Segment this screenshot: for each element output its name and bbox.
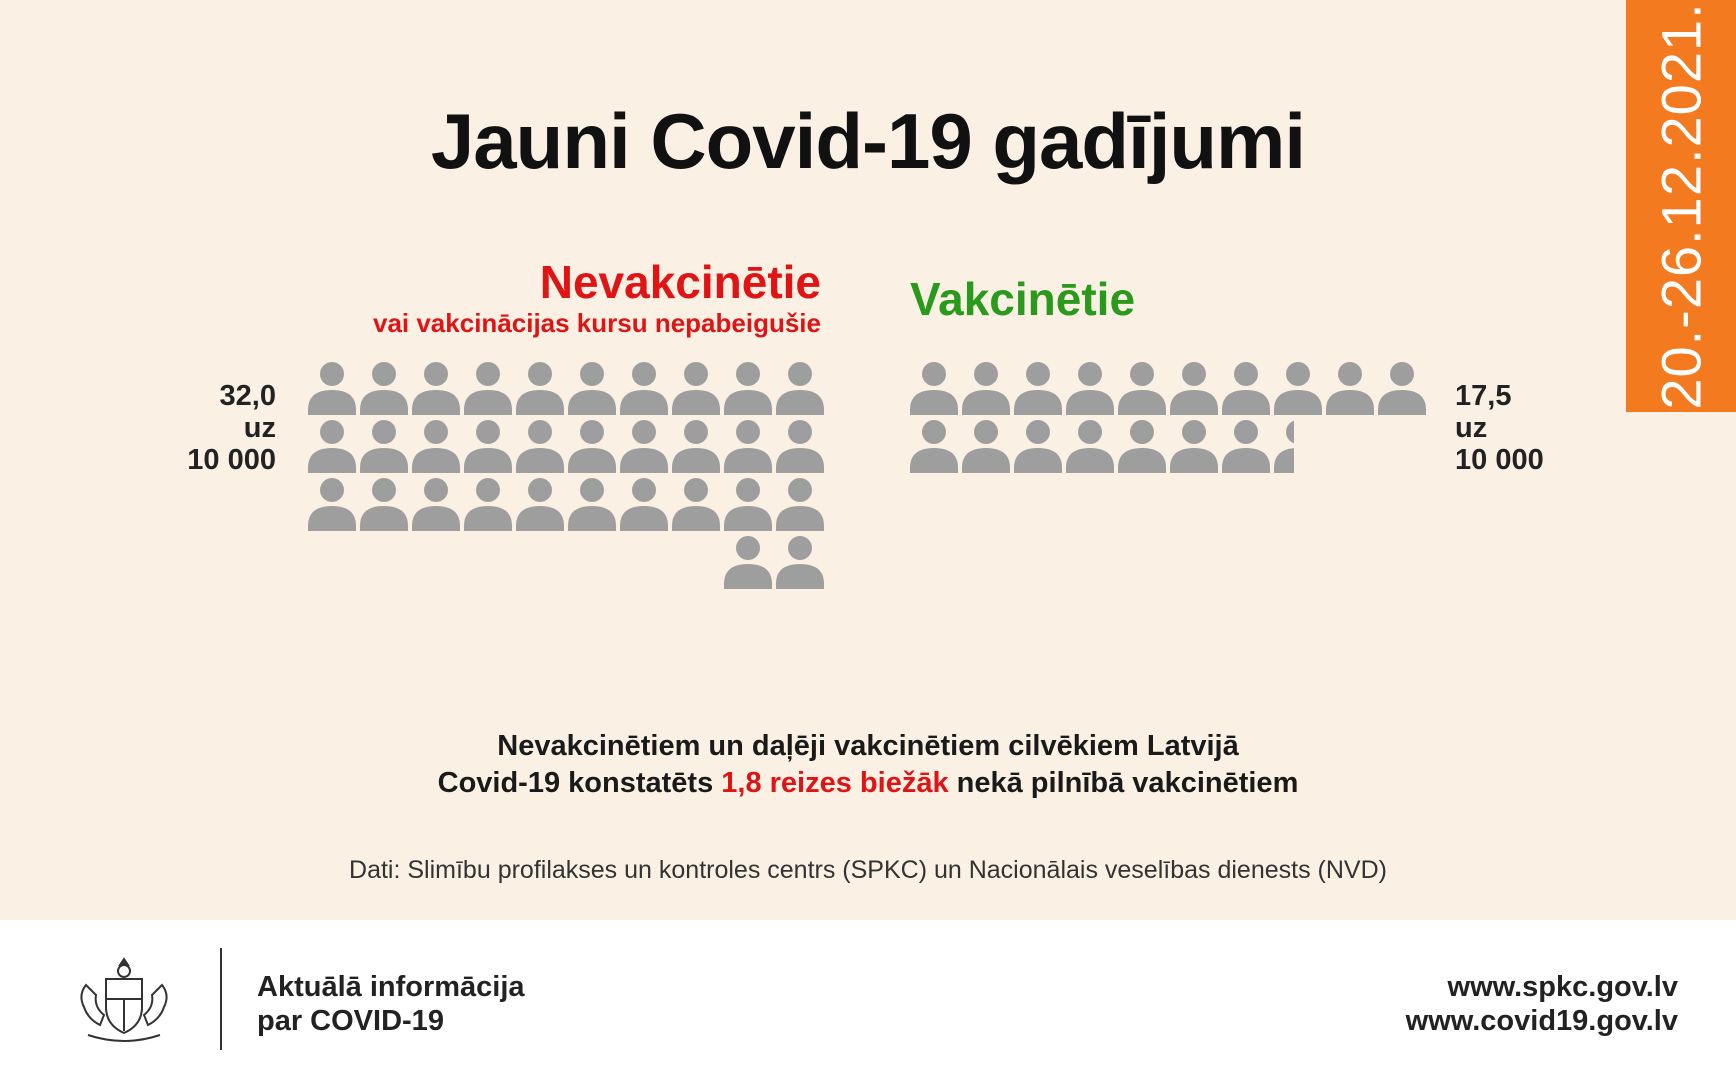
summary-line-1: Nevakcinētiem un daļēji vakcinētiem cilvēkiem Latvijā bbox=[497, 730, 1239, 762]
unvaccinated-person-icon bbox=[672, 420, 720, 473]
unvaccinated-person-icon bbox=[308, 478, 356, 531]
unvaccinated-person-icon bbox=[672, 478, 720, 531]
vaccinated-pictogram bbox=[910, 362, 1426, 473]
vaccinated-person-icon bbox=[962, 362, 1010, 415]
unvaccinated-person-icon bbox=[516, 478, 564, 531]
vaccinated-person-icon bbox=[1066, 362, 1114, 415]
vaccinated-person-icon bbox=[1326, 362, 1374, 415]
vaccinated-person-icon bbox=[1222, 362, 1270, 415]
unvaccinated-person-icon bbox=[724, 536, 772, 589]
covid19-link[interactable]: www.covid19.gov.lv bbox=[1405, 1005, 1678, 1037]
unvaccinated-person-icon bbox=[724, 478, 772, 531]
vaccinated-person-icon bbox=[910, 362, 958, 415]
unvaccinated-person-icon bbox=[308, 420, 356, 473]
vaccinated-title: Vakcinētie bbox=[910, 273, 1136, 325]
footer-info-line-1: Aktuālā informācija bbox=[257, 971, 525, 1003]
unvaccinated-title: Nevakcinētie bbox=[539, 256, 821, 308]
vaccinated-person-icon bbox=[910, 420, 958, 473]
unvaccinated-person-icon bbox=[620, 362, 668, 415]
vaccinated-person-icon bbox=[1170, 362, 1218, 415]
unvaccinated-person-icon bbox=[360, 362, 408, 415]
unvaccinated-pictogram bbox=[308, 362, 824, 589]
unvaccinated-person-icon bbox=[776, 362, 824, 415]
unvaccinated-person-icon bbox=[360, 478, 408, 531]
unvaccinated-rate-unit: uz bbox=[243, 412, 276, 444]
footer-info-line-2: par COVID-19 bbox=[257, 1005, 444, 1037]
vaccinated-person-icon bbox=[1014, 420, 1062, 473]
footer-info bbox=[257, 970, 525, 1038]
vaccinated-person-icon bbox=[1274, 420, 1322, 473]
unvaccinated-person-icon bbox=[620, 420, 668, 473]
vaccinated-person-icon bbox=[1066, 420, 1114, 473]
unvaccinated-person-icon bbox=[464, 478, 512, 531]
unvaccinated-person-icon bbox=[776, 536, 824, 589]
vaccinated-person-icon bbox=[962, 420, 1010, 473]
vaccinated-person-icon bbox=[1118, 362, 1166, 415]
unvaccinated-rate-value: 32,0 bbox=[219, 380, 276, 412]
vaccinated-rate-base: 10 000 bbox=[1455, 444, 1544, 476]
summary-line-2 bbox=[0, 765, 1736, 802]
unvaccinated-person-icon bbox=[516, 362, 564, 415]
vaccinated-person-icon bbox=[1274, 362, 1322, 415]
page-title: Jauni Covid-19 gadījumi bbox=[430, 97, 1306, 185]
unvaccinated-person-icon bbox=[672, 362, 720, 415]
summary-line-2-start: Covid-19 konstatēts bbox=[437, 767, 722, 799]
vaccinated-person-icon bbox=[1222, 420, 1270, 473]
footer-divider bbox=[220, 948, 222, 1050]
unvaccinated-person-icon bbox=[776, 420, 824, 473]
unvaccinated-person-icon bbox=[464, 420, 512, 473]
vaccinated-person-icon bbox=[1170, 420, 1218, 473]
vaccinated-person-icon bbox=[1118, 420, 1166, 473]
data-source: Dati: Slimību profilakses un kontroles centrs (SPKC) un Nacionālais veselības dienests (NVD) bbox=[349, 856, 1387, 884]
unvaccinated-person-icon bbox=[516, 420, 564, 473]
vaccinated-person-icon bbox=[1014, 362, 1062, 415]
unvaccinated-person-icon bbox=[568, 420, 616, 473]
unvaccinated-person-icon bbox=[464, 362, 512, 415]
vaccinated-rate-value: 17,5 bbox=[1455, 380, 1512, 412]
unvaccinated-person-icon bbox=[724, 362, 772, 415]
unvaccinated-person-icon bbox=[412, 478, 460, 531]
unvaccinated-person-icon bbox=[724, 420, 772, 473]
unvaccinated-person-icon bbox=[568, 362, 616, 415]
unvaccinated-person-icon bbox=[412, 420, 460, 473]
summary-line-2-end: nekā pilnībā vakcinētiem bbox=[948, 767, 1299, 799]
unvaccinated-person-icon bbox=[308, 362, 356, 415]
summary-text bbox=[0, 728, 1736, 802]
unvaccinated-subtitle: vai vakcinācijas kursu nepabeigušie bbox=[372, 308, 821, 338]
unvaccinated-rate-base: 10 000 bbox=[187, 444, 276, 476]
spkc-link[interactable]: www.spkc.gov.lv bbox=[1447, 971, 1678, 1003]
coat-of-arms-icon bbox=[68, 955, 180, 1045]
footer-links bbox=[1406, 970, 1678, 1038]
summary-highlight: 1,8 reizes biežāk bbox=[721, 767, 949, 799]
unvaccinated-person-icon bbox=[620, 478, 668, 531]
unvaccinated-person-icon bbox=[776, 478, 824, 531]
vaccinated-rate-unit: uz bbox=[1455, 412, 1488, 444]
unvaccinated-person-icon bbox=[360, 420, 408, 473]
unvaccinated-person-icon bbox=[412, 362, 460, 415]
unvaccinated-person-icon bbox=[568, 478, 616, 531]
date-range: 20.-26.12.2021. bbox=[1649, 2, 1713, 410]
vaccinated-person-icon bbox=[1378, 362, 1426, 415]
